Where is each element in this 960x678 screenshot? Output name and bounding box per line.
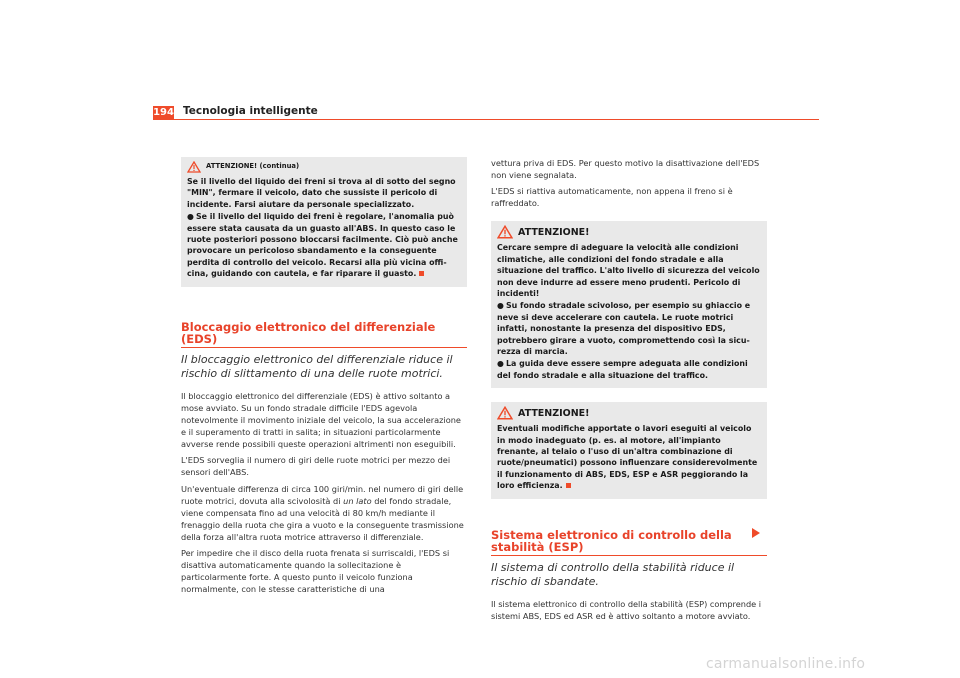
page-header-title: Tecnologia intelligente — [183, 105, 318, 117]
warning-bullet: ● Se il livello del liquido dei freni è regolare, l'anomalia può essere stata causata da un guasto all'ABS. In questo caso le ruote posteriori possono bloccarsi facilmente. Ciò può anche provocare un pericoloso sbandamento e la conseguente perdita di controllo del veicolo. Recarsi alla più vicina officina, guidando con cautela, e far riparare il guasto. — [187, 212, 458, 279]
left-column — [181, 157, 467, 599]
paragraph: Per impedire che il disco della ruota frenata si surriscaldi, l'EDS si disattiva automaticamente quando la sollecitazione è particolarmente forte. A questo punto il veicolo funziona normalmente, con le stesse caratteristiche di una — [181, 547, 450, 595]
warning-box-eds — [491, 221, 767, 388]
warning-triangle-icon — [187, 161, 201, 173]
paragraph: Un'eventuale differenza di circa 100 giri/min. nel numero di giri delle ruote motrici, dovuta alla scivolosità di un lato del fondo stradale, viene compensata fino ad una velocità di 80 km/h mediante il frenaggio della ruota che gira a vuoto e la conseguente trasmissione della forza all'altra ruota motrice attraverso il differenziale. — [181, 483, 464, 542]
warning-bullet: ● Su fondo stradale scivoloso, per esempio su ghiaccio e neve si deve accelerare con cautela. Le ruote motrici infatti, nonostante la presenza del dispositivo EDS, potrebbero girare a vuoto, compromettendo così la sicurezza di marcia. — [497, 301, 751, 357]
warning-text: Se il livello del liquido dei freni si trova al di sotto del segno "MIN", fermare il veicolo, dato che sussiste il pericolo di incidente. Farsi aiutare da personale specializzato. — [187, 177, 456, 209]
paragraph: Il bloccaggio elettronico del differenziale (EDS) è attivo soltanto a mose avviato. Su un fondo stradale difficile l'EDS agevola notevolmente il movimento iniziale del veicolo, la sua accelerazione e il superamento di tratti in salita; in situazioni particolarmente avverse rende possibili queste operazioni altrimenti non eseguibili. — [181, 390, 461, 450]
warning-bullet: ● La guida deve essere sempre adeguata alle condizioni del fondo stradale e alla situazione del traffico. — [497, 359, 748, 380]
warning-text: Eventuali modifiche apportate o lavori eseguiti al veicolo in modo inadeguato (p. es. al motore, all'impianto frenante, al telaio o l'uso di un'altra combinazione di ruote/pneumatici) possono influenzare considerevolmente il funzionamento di ABS, EDS, ESP e ASR peggiorando la loro efficienza. — [497, 424, 758, 491]
paragraph: vettura priva di EDS. Per questo motivo la disattivazione dell'EDS non viene segnalata. — [491, 158, 760, 181]
page-number: 194 — [153, 107, 174, 118]
end-mark-icon — [566, 483, 571, 488]
warning-triangle-icon — [497, 225, 513, 239]
warning-box-modifications — [491, 402, 767, 498]
warning-text: Cercare sempre di adeguare la velocità alle condizioni climatiche, alle condizioni del fondo stradale e alla situazione del traffico. L'alto livello di sicurezza del veicolo non deve indurre ad essere meno prudenti. Pericolo di incidenti! — [497, 243, 760, 298]
warning-title: ATTENZIONE! — [518, 407, 590, 419]
section-subtitle-esp: Il sistema di controllo della stabilità riduce il rischio di sbandate. — [491, 560, 735, 589]
paragraph: L'EDS sorveglia il numero di giri delle ruote motrici per mezzo dei sensori dell'ABS. — [181, 455, 451, 478]
paragraph: L'EDS si riattiva automaticamente, non appena il freno si è raffreddato. — [491, 186, 733, 209]
right-column — [491, 157, 767, 626]
paragraph: Il sistema elettronico di controllo della stabilità (ESP) comprende i sistemi ABS, EDS ed ASR ed è attivo soltanto a motore avviato. — [491, 598, 762, 621]
warning-triangle-icon — [497, 406, 513, 420]
section-subtitle-eds: Il bloccaggio elettronico del differenziale riduce il rischio di slittamento di una delle ruote motrici. — [181, 352, 453, 381]
section-title-esp: Sistema elettronico di controllo della stabilità (ESP) — [491, 529, 767, 556]
header-rule — [174, 119, 819, 120]
warning-title: ATTENZIONE! — [518, 226, 590, 238]
watermark: carmanualsonline.info — [706, 656, 866, 672]
end-mark-icon — [419, 271, 424, 276]
section-title-eds: Bloccaggio elettronico del differenziale (EDS) — [181, 321, 467, 348]
next-page-arrow-icon — [752, 528, 760, 538]
warning-title: ATTENZIONE! (continua) — [206, 162, 300, 171]
warning-box-continued — [181, 157, 467, 287]
